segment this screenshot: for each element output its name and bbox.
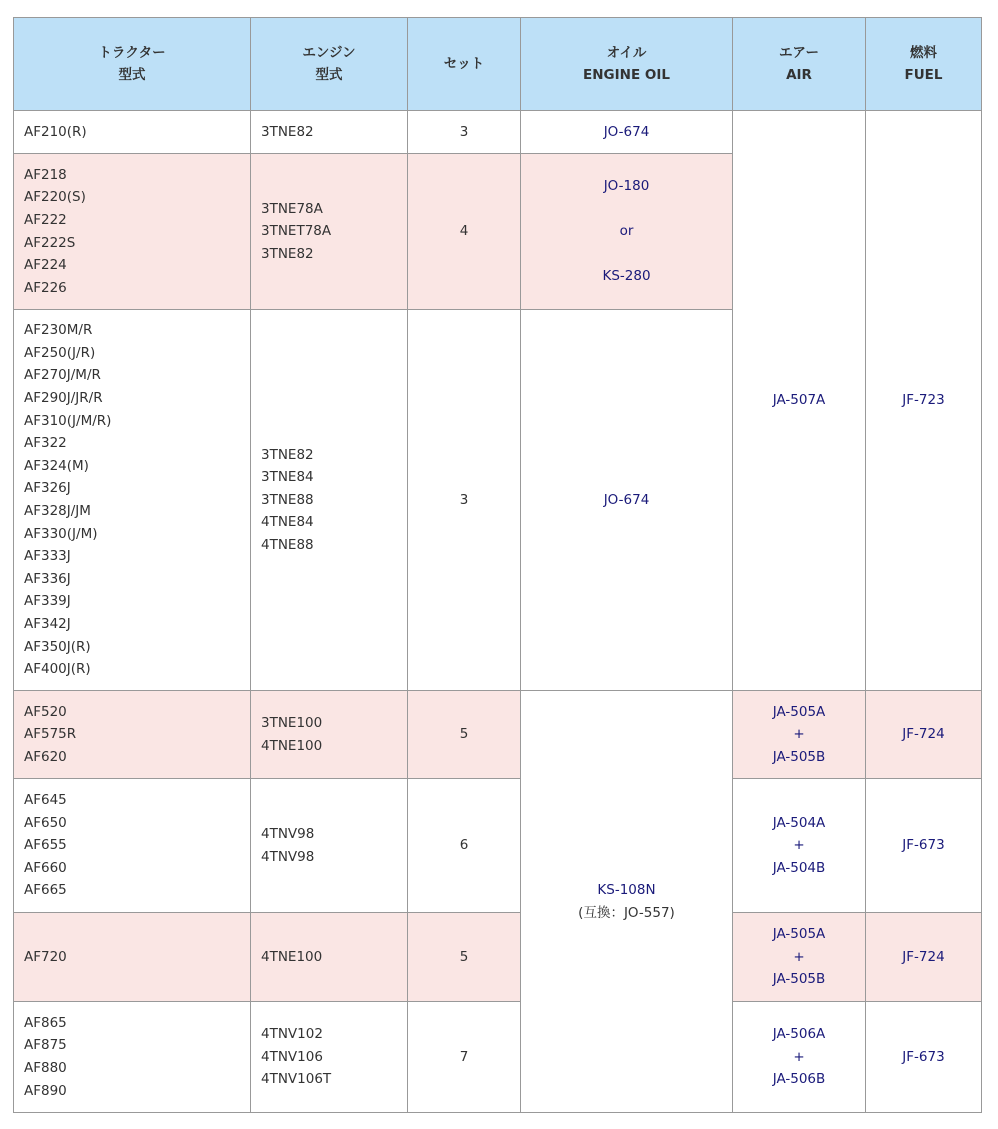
air-plus-sign: + [793,726,805,743]
tractor-models-cell: AF520 AF575R AF620 [14,691,251,779]
fuel-filter-link[interactable]: JF-673 [902,1048,945,1065]
oil-compat-note: (互換：JO-557) [578,904,675,921]
set-cell: 5 [408,691,521,779]
set-cell: 5 [408,913,521,1002]
fuel-cell [866,1002,982,1113]
air-filter-link[interactable]: JA-505A [772,703,826,720]
air-plus-sign: + [793,1048,805,1065]
oil-filter-link[interactable]: JO-674 [603,123,650,140]
oil-filter-link[interactable]: KS-280 [602,268,651,285]
set-cell: 3 [408,310,521,691]
air-filter-link[interactable]: JA-506A [772,1026,826,1043]
engine-models-cell: 3TNE82 3TNE84 3TNE88 4TNE84 4TNE88 [251,310,408,691]
tractor-models-cell: AF865 AF875 AF880 AF890 [14,1002,251,1113]
header-fuel: 燃料 FUEL [866,18,982,111]
fuel-filter-link[interactable]: JF-673 [902,837,945,854]
air-filter-link[interactable]: JA-506B [772,1071,826,1088]
oil-cell [521,111,733,154]
engine-models-cell: 3TNE100 4TNE100 [251,691,408,779]
fuel-filter-link[interactable]: JF-723 [902,392,945,409]
oil-cell [521,310,733,691]
air-filter-link[interactable]: JA-504A [772,814,826,831]
tractor-models-cell: AF218 AF220(S) AF222 AF222S AF224 AF226 [14,154,251,310]
fuel-filter-link[interactable]: JF-724 [902,726,945,743]
engine-models-cell: 3TNE82 [251,111,408,154]
air-cell [733,913,866,1002]
fuel-cell [866,913,982,1002]
air-cell [733,779,866,913]
air-filter-link[interactable]: JA-505B [772,971,826,988]
air-cell-shared [733,111,866,691]
air-filter-link[interactable]: JA-507A [772,392,826,409]
set-cell: 7 [408,1002,521,1113]
tractor-models-cell: AF645 AF650 AF655 AF660 AF665 [14,779,251,913]
air-filter-link[interactable]: JA-505B [772,748,826,765]
fuel-filter-link[interactable]: JF-724 [902,948,945,965]
oil-filter-link[interactable]: KS-108N [597,881,656,898]
table-row [14,1002,982,1113]
table-row [14,691,982,779]
oil-or-label: or [619,223,634,240]
filter-compatibility-table [13,17,982,1113]
air-filter-link[interactable]: JA-504B [772,859,826,876]
table-row [14,913,982,1002]
fuel-cell [866,691,982,779]
engine-models-cell: 4TNE100 [251,913,408,1002]
table-row [14,111,982,154]
header-tractor-model: トラクター 型式 [14,18,251,111]
tractor-models-cell: AF230M/R AF250(J/R) AF270J/M/R AF290J/JR/R AF310(J/M/R) AF322 AF324(M) AF326J AF328J/JM AF330(J/M) AF333J AF336J AF339J AF342J AF350J(R) AF400J(R) [14,310,251,691]
air-filter-link[interactable]: JA-505A [772,926,826,943]
fuel-cell-shared [866,111,982,691]
tractor-models-cell: AF720 [14,913,251,1002]
oil-filter-link[interactable]: JO-180 [603,178,650,195]
set-cell: 4 [408,154,521,310]
air-cell [733,691,866,779]
engine-models-cell: 3TNE78A 3TNET78A 3TNE82 [251,154,408,310]
tractor-models-cell: AF210(R) [14,111,251,154]
oil-cell-shared [521,691,733,1113]
header-engine-oil: オイル ENGINE OIL [521,18,733,111]
header-air: エアー AIR [733,18,866,111]
engine-models-cell: 4TNV98 4TNV98 [251,779,408,913]
header-engine-model: エンジン 型式 [251,18,408,111]
table-row [14,779,982,913]
set-cell: 3 [408,111,521,154]
header-row [14,18,982,111]
header-set: セット [408,18,521,111]
set-cell: 6 [408,779,521,913]
oil-filter-link[interactable]: JO-674 [603,491,650,508]
oil-cell [521,154,733,310]
engine-models-cell: 4TNV102 4TNV106 4TNV106T [251,1002,408,1113]
air-cell [733,1002,866,1113]
air-plus-sign: + [793,948,805,965]
fuel-cell [866,779,982,913]
air-plus-sign: + [793,837,805,854]
